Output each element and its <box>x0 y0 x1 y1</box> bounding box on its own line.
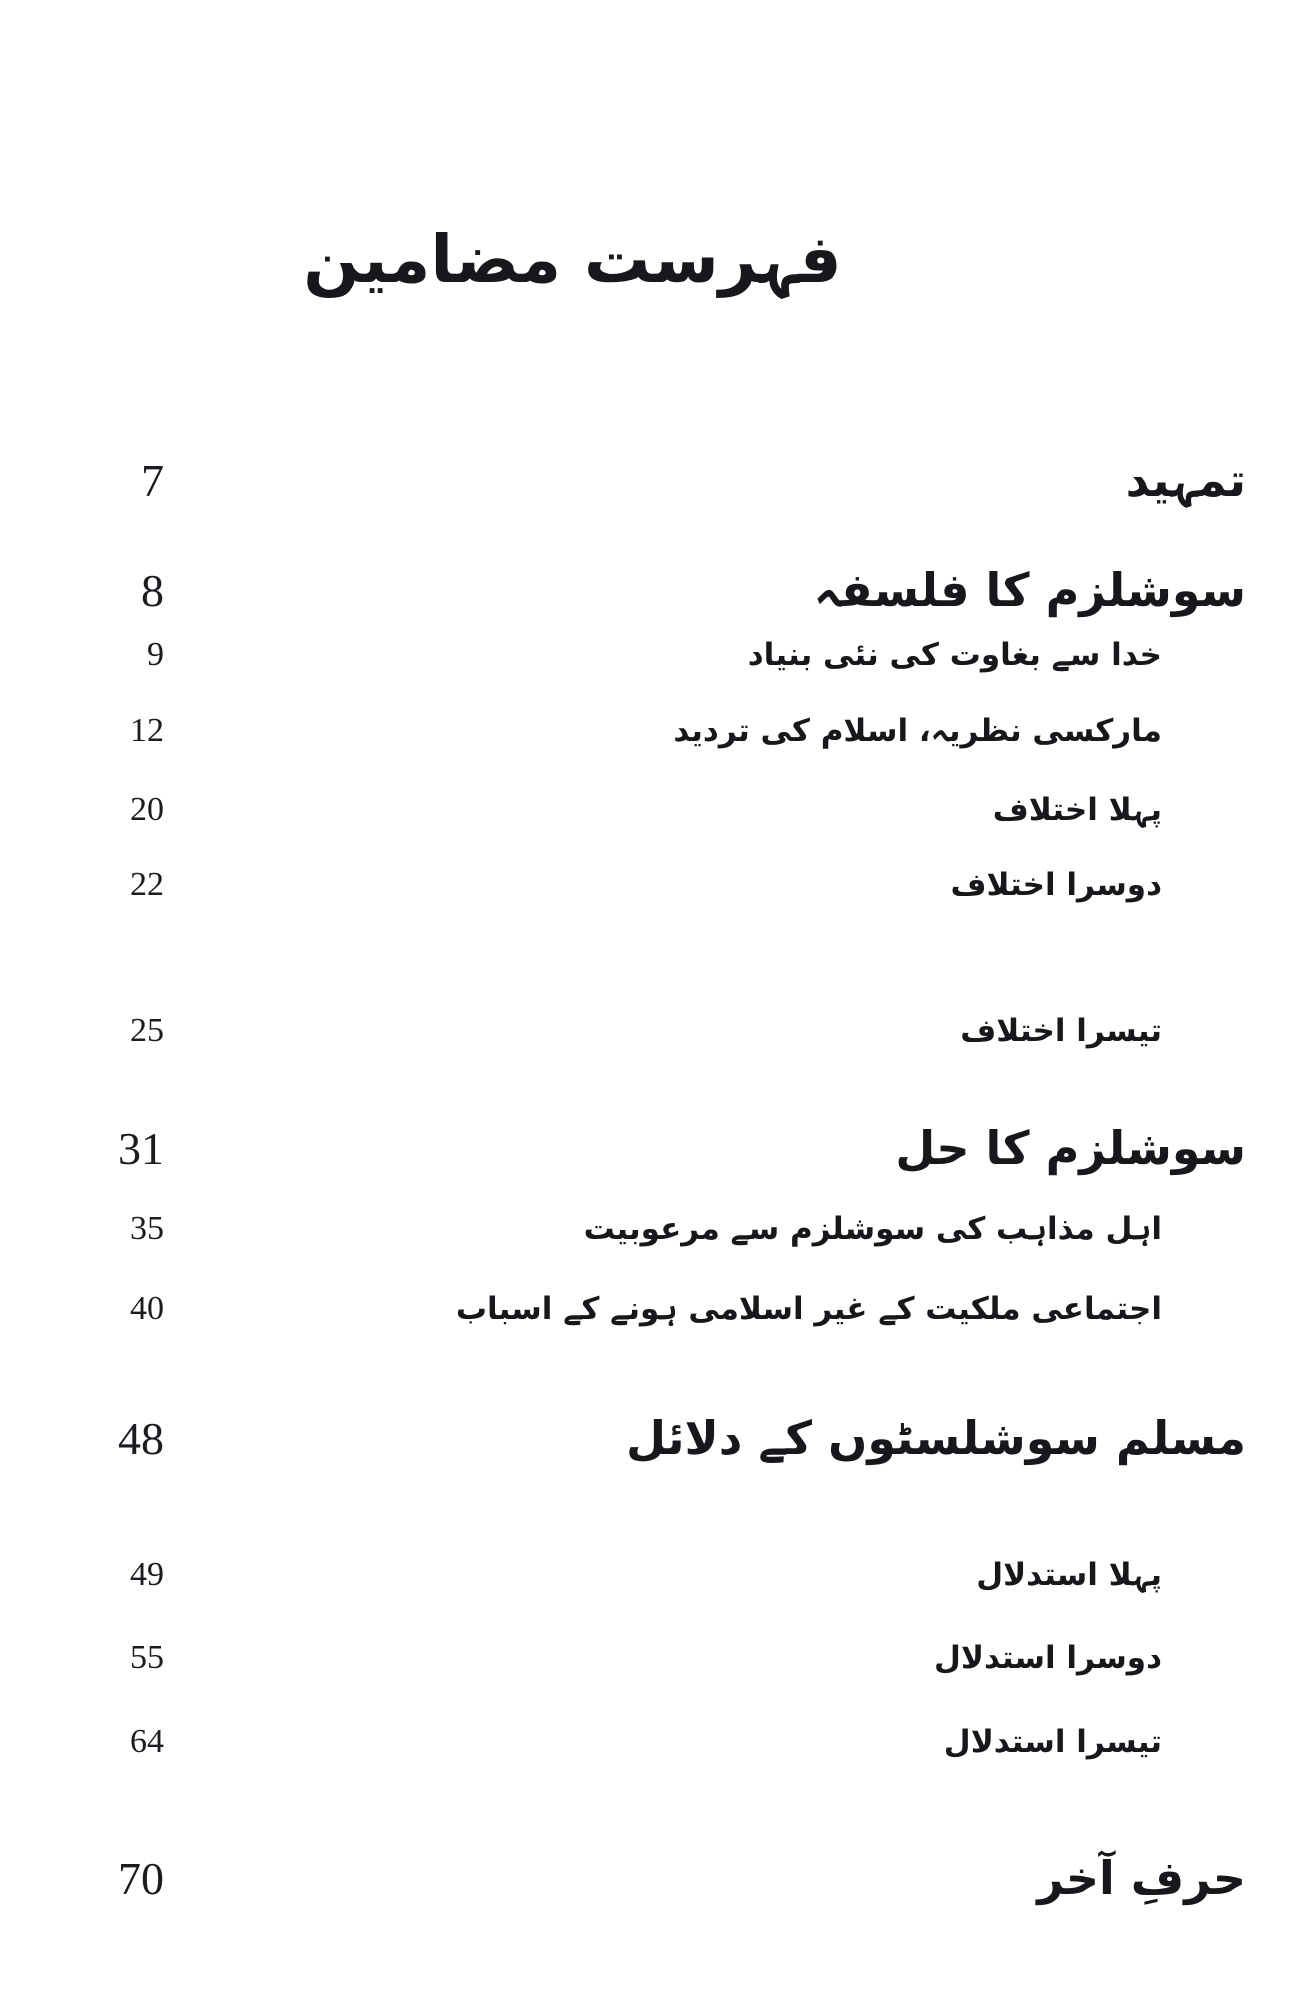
page-number: 20 <box>130 791 164 828</box>
toc-entry <box>92 1388 1246 1488</box>
toc-entry <box>92 1544 1246 1606</box>
page-number: 64 <box>130 1723 164 1760</box>
page-number: 9 <box>147 636 164 673</box>
page-number: 49 <box>130 1556 164 1593</box>
toc-entry <box>92 1711 1246 1773</box>
toc-entry <box>92 779 1246 841</box>
toc-entry <box>92 1278 1246 1340</box>
toc-entry <box>92 1828 1246 1928</box>
page-number: 7 <box>141 454 164 506</box>
page-title: فہرست مضامین <box>303 221 842 298</box>
page-number: 40 <box>130 1290 164 1327</box>
entry-label: پہلا استدلال <box>976 1557 1162 1593</box>
entry-label: تیسرا اختلاف <box>960 1013 1162 1049</box>
page-number: 8 <box>141 564 164 616</box>
entry-label: حرفِ آخر <box>1037 1851 1246 1905</box>
page-number: 55 <box>130 1639 164 1676</box>
entry-label: اجتماعی ملکیت کے غیر اسلامی ہونے کے اسباب <box>455 1291 1162 1327</box>
toc-entry <box>92 854 1246 916</box>
toc-entry <box>92 1198 1246 1260</box>
page-number: 48 <box>118 1412 164 1464</box>
page-number: 25 <box>130 1012 164 1049</box>
toc-entry <box>92 1000 1246 1062</box>
entry-label: پہلا اختلاف <box>992 792 1162 828</box>
entry-label: خدا سے بغاوت کی نئی بنیاد <box>747 637 1162 673</box>
entry-label: دوسرا اختلاف <box>950 867 1162 903</box>
page-number: 31 <box>118 1122 164 1174</box>
page-number: 12 <box>130 712 164 749</box>
toc-entry <box>92 624 1246 686</box>
entry-label: سوشلزم کا حل <box>895 1121 1246 1175</box>
toc-entry <box>92 700 1246 762</box>
page-number: 22 <box>130 866 164 903</box>
toc-entry <box>92 1627 1246 1689</box>
entry-label: مسلم سوشلسٹوں کے دلائل <box>626 1411 1246 1465</box>
page-number: 35 <box>130 1210 164 1247</box>
entry-label: دوسرا استدلال <box>933 1640 1162 1676</box>
entry-label: اہل مذاہب کی سوشلزم سے مرعوبیت <box>583 1211 1162 1247</box>
entry-label: سوشلزم کا فلسفہ <box>813 563 1246 617</box>
toc-entry <box>92 1098 1246 1198</box>
entry-label: تمہید <box>1125 453 1246 507</box>
entry-label: مارکسی نظریہ، اسلام کی تردید <box>673 713 1162 749</box>
entry-label: تیسرا استدلال <box>943 1724 1162 1760</box>
page-number: 70 <box>118 1852 164 1904</box>
toc-entry <box>92 430 1246 530</box>
